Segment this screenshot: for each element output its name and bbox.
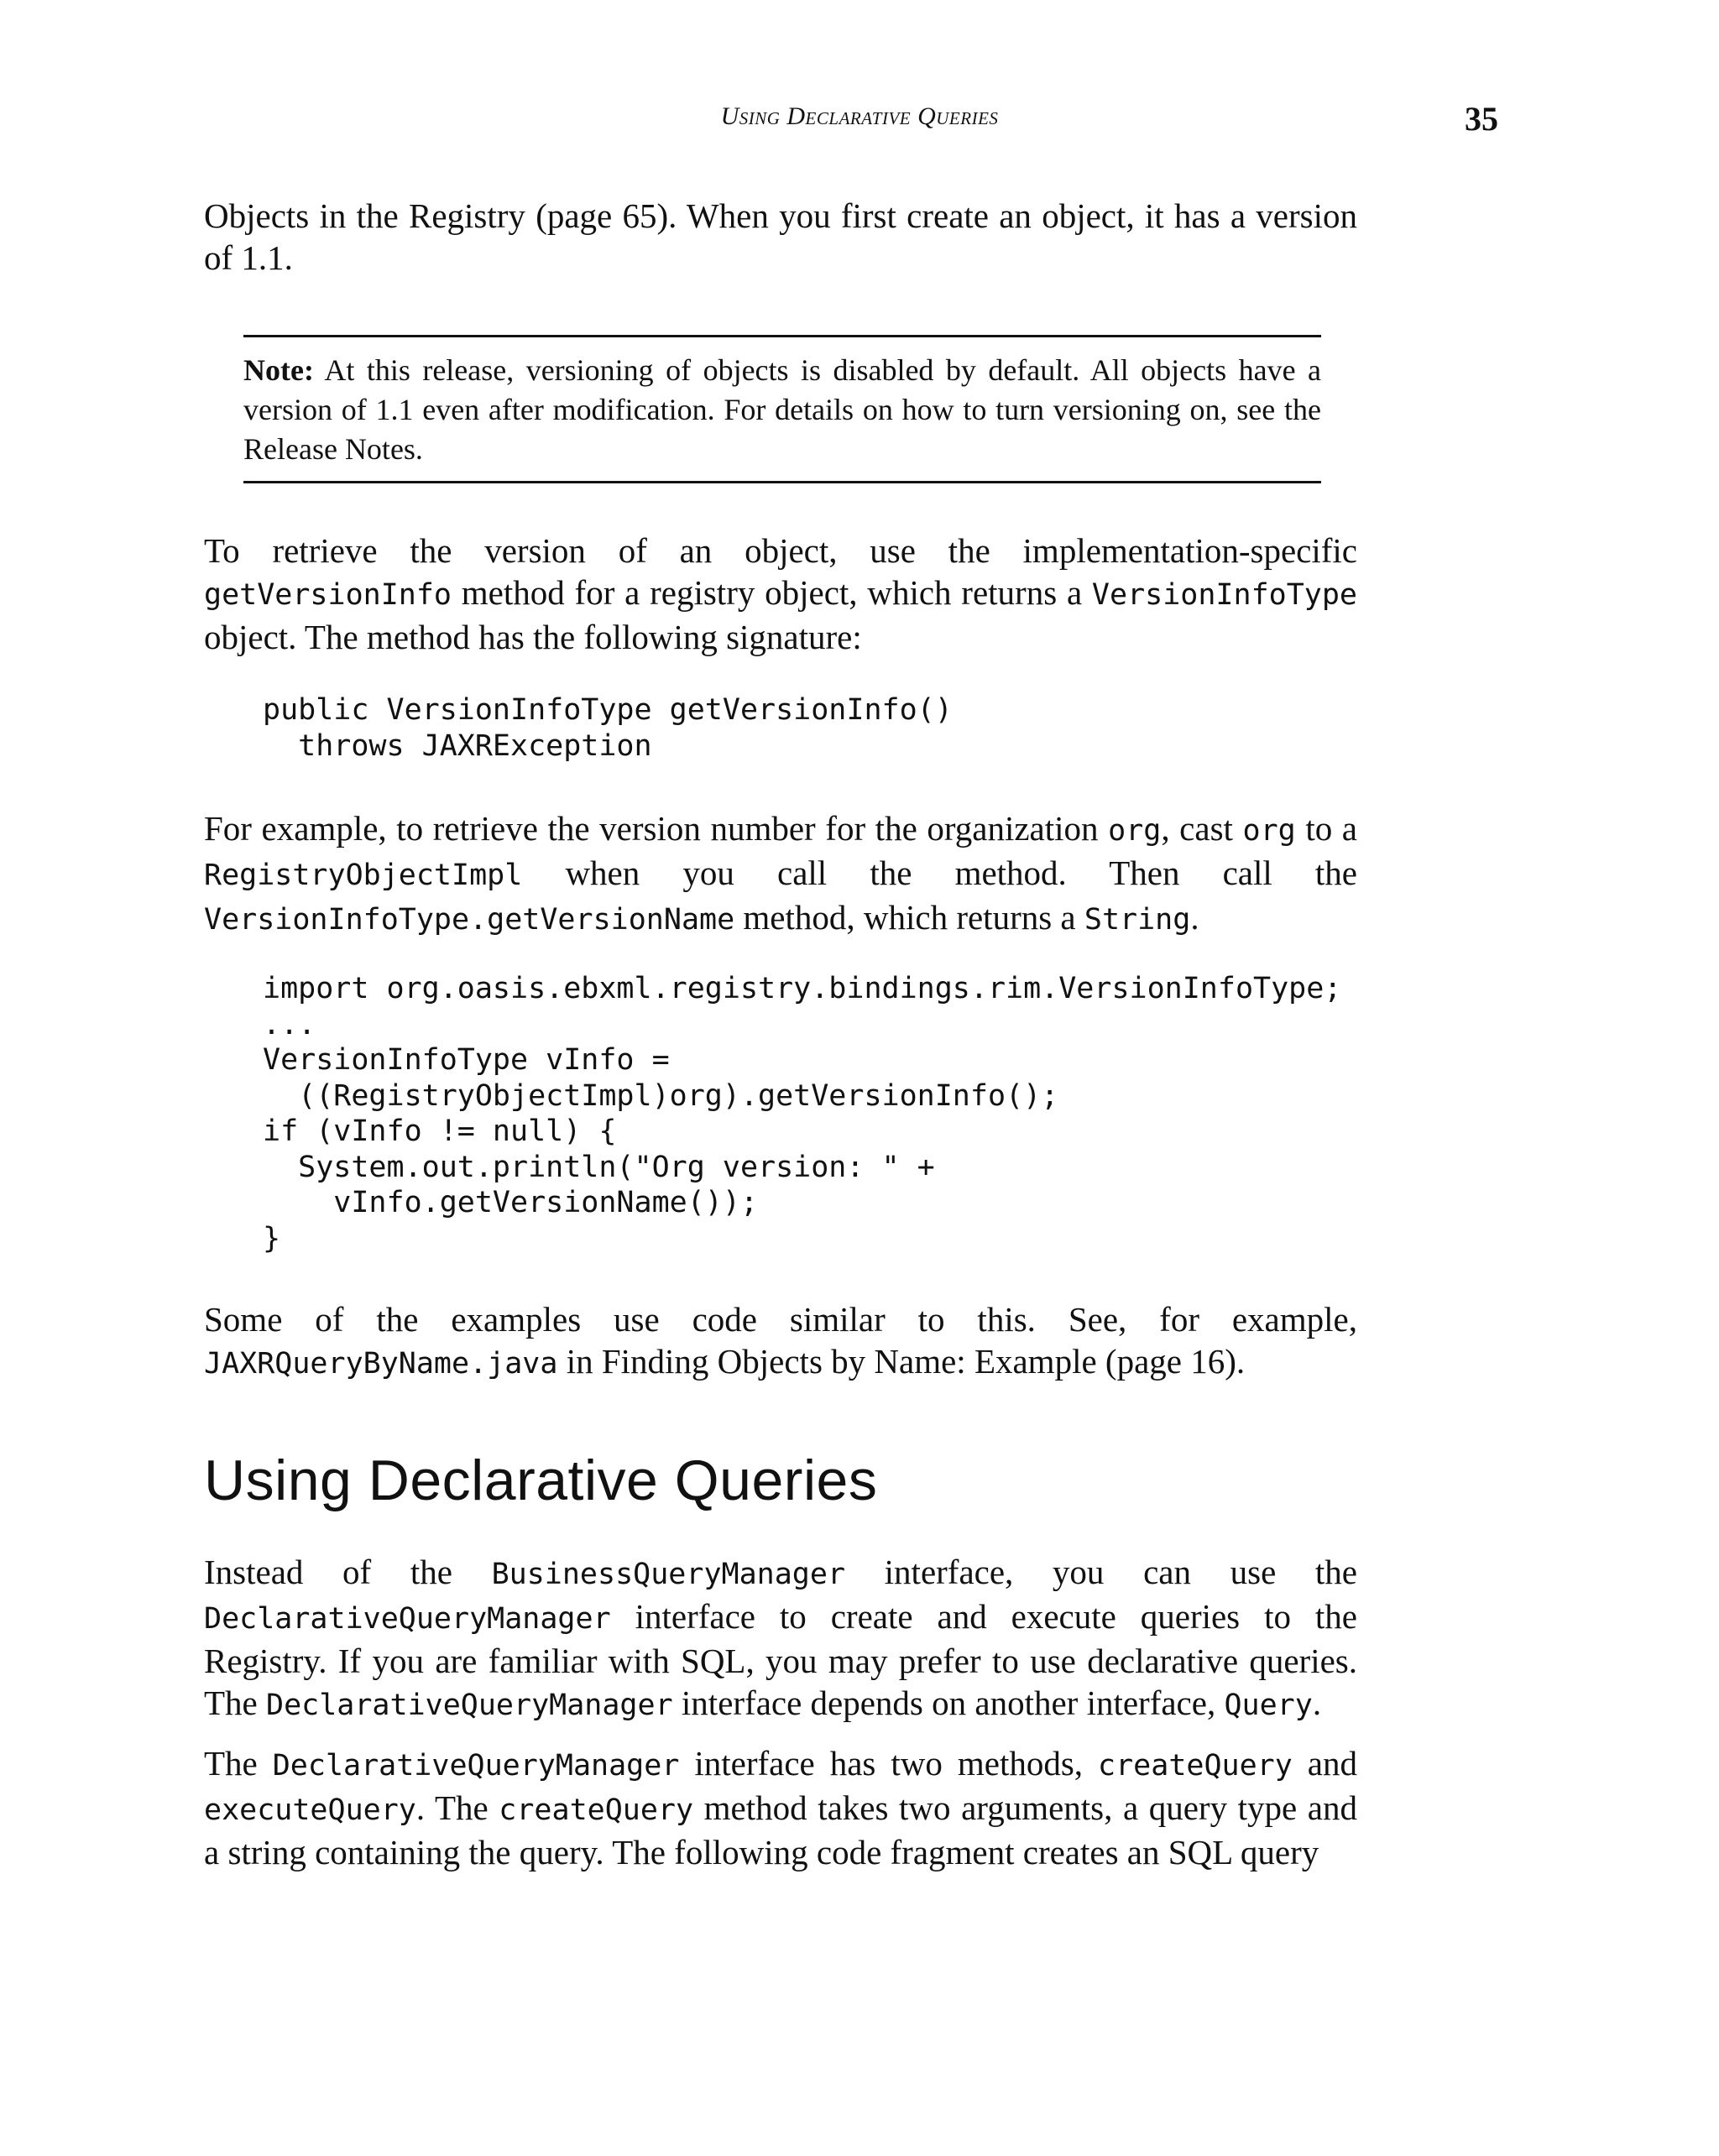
text-run: interface to create and execute queries to the Registry. If you are familiar with SQL, you may prefer to use declarative queries. The (204, 1597, 1357, 1722)
text-run: interface depends on another interface, (672, 1684, 1225, 1722)
inline-code: BusinessQueryManager (491, 1558, 846, 1591)
page-number: 35 (1465, 100, 1498, 138)
paragraph-examples-reference (204, 1298, 1357, 1385)
text-run: . The (415, 1788, 499, 1827)
inline-code: String (1084, 903, 1191, 937)
text-run: method for a registry object, which returns a (452, 573, 1092, 612)
code-signature: public VersionInfoType getVersionInfo() throws JAXRException (263, 693, 953, 763)
text-run: in Finding Objects by Name: Example (page 16). (557, 1342, 1246, 1381)
paragraph-text: Objects in the Registry (page 65). When you first create an object, it has a version of 1.1. (204, 196, 1357, 277)
text-run: For example, to retrieve the version number for the organization (204, 809, 1109, 848)
inline-code: RegistryObjectImpl (204, 859, 523, 892)
paragraph-example-org (204, 807, 1357, 941)
inline-code: org (1242, 814, 1296, 848)
inline-code: DeclarativeQueryManager (204, 1602, 611, 1636)
paragraph-declarative-intro (204, 1551, 1357, 1726)
inline-code: executeQuery (204, 1793, 416, 1827)
running-title: Using Declarative Queries (720, 102, 999, 130)
paragraph-retrieve-version (204, 530, 1357, 658)
text-run: method takes two arguments, a query type and a string containing the query. The following code fragment creates an SQL query (204, 1788, 1357, 1871)
inline-code: VersionInfoType (1091, 578, 1357, 612)
text-run: object. The method has the following signature: (204, 618, 862, 656)
inline-code: VersionInfoType.getVersionName (204, 903, 735, 937)
code-example: import org.oasis.ebxml.registry.bindings.rim.VersionInfoType; ... VersionInfoType vInfo = ((RegistryObjectImpl)org).getVersionInfo(); if (vInfo != null) { System.out.println("Org version: " + vInfo.getVersionName()); } (263, 972, 1342, 1255)
inline-code: createQuery (499, 1793, 694, 1827)
inline-code: org (1108, 814, 1162, 848)
note-text: At this release, versioning of objects is disabled by default. All objects have a version of 1.1 even after modification. For details on how to turn versioning on, see the Release Notes. (243, 353, 1321, 466)
text-run: . (1312, 1684, 1322, 1722)
text-run: . (1190, 898, 1199, 937)
inline-code: createQuery (1098, 1749, 1293, 1783)
running-header (0, 99, 1719, 141)
inline-code: Query (1224, 1689, 1313, 1722)
inline-code: getVersionInfo (204, 578, 452, 612)
note-box (243, 335, 1321, 483)
text-run: Instead of the (204, 1553, 492, 1591)
inline-code: DeclarativeQueryManager (266, 1689, 673, 1722)
text-run: method, which returns a (734, 898, 1084, 937)
inline-code: DeclarativeQueryManager (272, 1749, 680, 1783)
text-run: interface, you can use the (845, 1553, 1357, 1591)
paragraph-objects-registry (204, 195, 1357, 279)
text-run: To retrieve the version of an object, use the implementation-specific (204, 531, 1357, 570)
paragraph-two-methods (204, 1742, 1357, 1873)
text-run: The (204, 1744, 273, 1783)
text-run: , cast (1161, 809, 1243, 848)
text-run: and (1292, 1744, 1358, 1783)
text-run: Some of the examples use code similar to this. See, for example, (204, 1300, 1357, 1339)
note-label: Note: (243, 353, 314, 387)
section-heading: Using Declarative Queries (204, 1449, 878, 1512)
text-run: when you call the method. Then call the (522, 854, 1357, 892)
inline-code: JAXRQueryByName.java (204, 1347, 558, 1381)
text-run: to a (1295, 809, 1357, 848)
text-run: interface has two methods, (679, 1744, 1099, 1783)
